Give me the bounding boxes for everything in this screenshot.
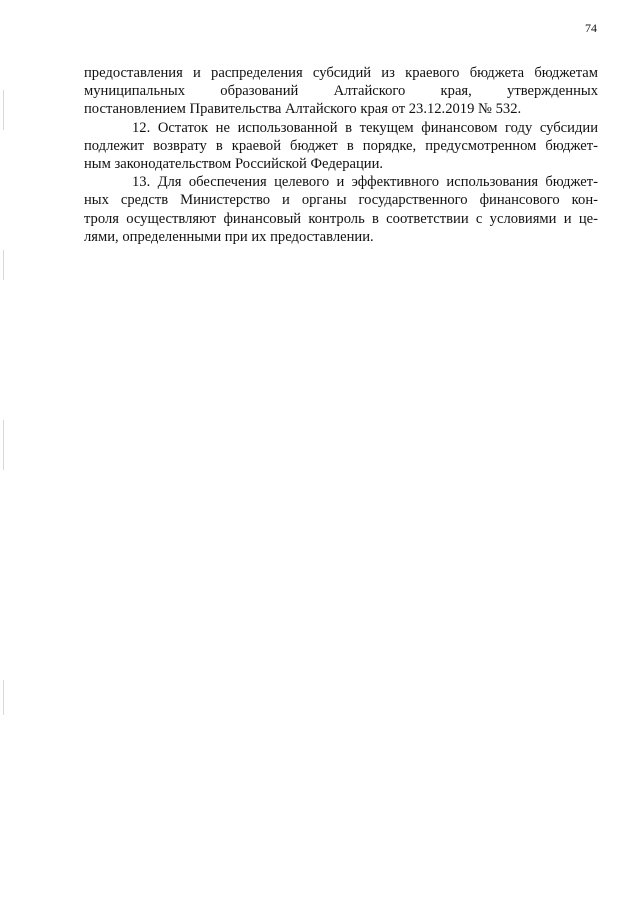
page-number: 74 xyxy=(585,21,597,35)
scan-edge-mark xyxy=(3,680,4,715)
document-body xyxy=(84,64,598,246)
paragraph-item-13 xyxy=(84,173,598,246)
text-line: предоставления и распределения субсидий из краевого бюджета бюджетам xyxy=(84,65,598,81)
scan-edge-mark xyxy=(3,250,4,280)
paragraph-item-12 xyxy=(84,119,598,174)
text-line: ным законодательством Российской Федерации. xyxy=(84,155,384,172)
text-line: ных средств Министерство и органы государственного финансового кон- xyxy=(84,192,598,209)
text-line: лями, определенными при их предоставлении. xyxy=(84,228,374,245)
text-line: подлежит возврату в краевой бюджет в порядке, предусмотренном бюджет- xyxy=(84,137,598,154)
scan-edge-mark xyxy=(3,90,4,130)
text-line: троля осуществляют финансовый контроль в соответствии с условиями и це- xyxy=(84,210,598,227)
text-line: муниципальных образований Алтайского края, утвержденных xyxy=(84,83,598,100)
paragraph-continuation xyxy=(84,64,598,119)
text-line: постановлением Правительства Алтайского края от 23.12.2019 № 532. xyxy=(84,101,522,118)
scan-edge-mark xyxy=(3,420,4,470)
text-line: 13. Для обеспечения целевого и эффективного использования бюджет- xyxy=(132,174,598,191)
text-line: 12. Остаток не использованной в текущем финансовом году субсидии xyxy=(132,119,598,136)
